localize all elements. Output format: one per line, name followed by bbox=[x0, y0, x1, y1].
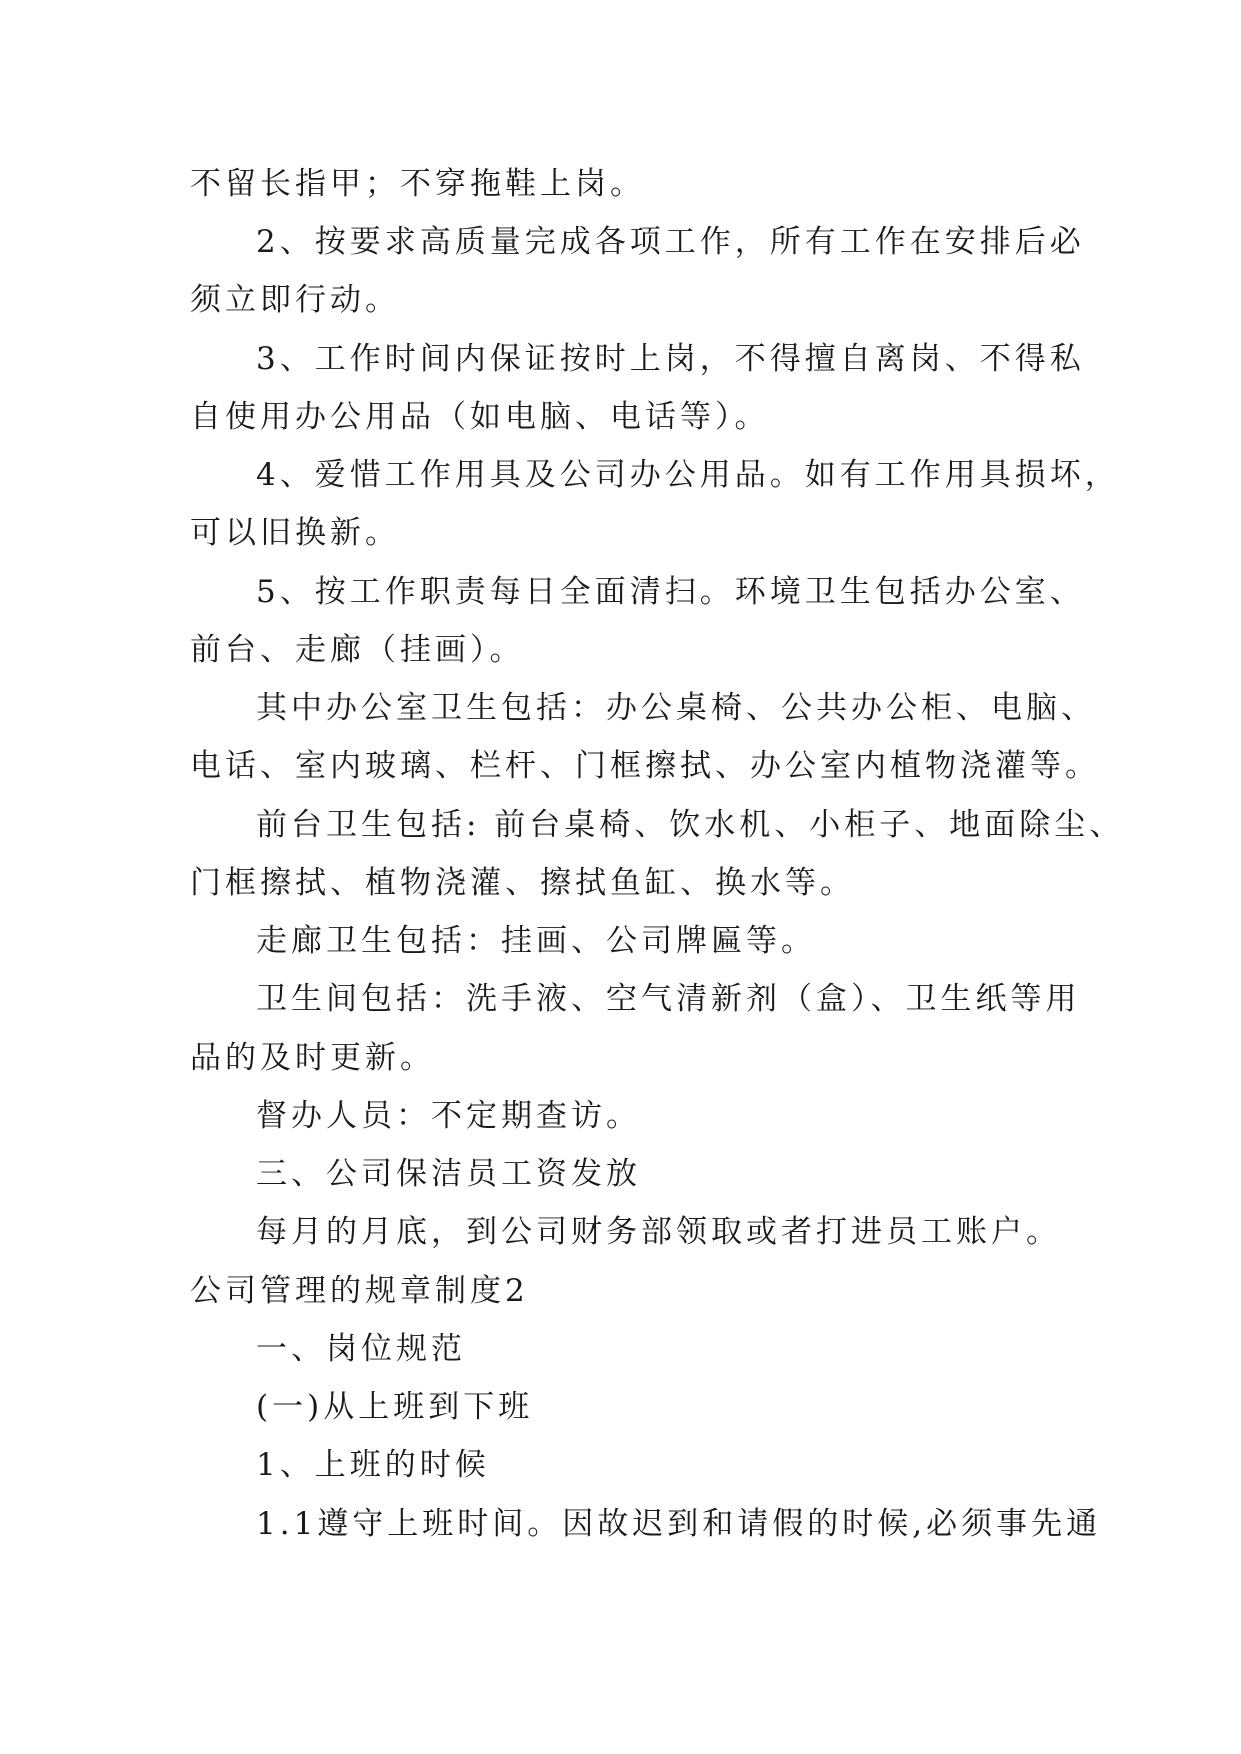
subsection-heading: (一)从上班到下班 bbox=[256, 1389, 534, 1425]
text-line: 每月的月底，到公司财务部领取或者打进员工账户。 bbox=[256, 1214, 1061, 1250]
text-line: 前台、走廊（挂画）。 bbox=[190, 632, 525, 668]
document-title: 公司管理的规章制度2 bbox=[190, 1273, 529, 1309]
text-line: 3、工作时间内保证按时上岗，不得擅自离岗、不得私 bbox=[256, 341, 1085, 377]
text-line: 2、按要求高质量完成各项工作，所有工作在安排后必 bbox=[256, 224, 1085, 260]
text-line: 5、按工作职责每日全面清扫。环境卫生包括办公室、 bbox=[256, 574, 1085, 610]
text-line: 不留长指甲；不穿拖鞋上岗。 bbox=[190, 166, 645, 202]
text-line: 走廊卫生包括：挂画、公司牌匾等。 bbox=[256, 923, 816, 959]
text-line: 1.1遵守上班时间。因故迟到和请假的时候,必须事先通 bbox=[256, 1506, 1102, 1542]
text-line: 督办人员：不定期查访。 bbox=[256, 1098, 641, 1134]
text-line: 卫生间包括：洗手液、空气清新剂（盒）、卫生纸等用 bbox=[256, 981, 1081, 1017]
text-line: 其中办公室卫生包括：办公桌椅、公共办公柜、电脑、 bbox=[256, 690, 1096, 726]
text-line: 品的及时更新。 bbox=[190, 1040, 435, 1076]
text-line: 门框擦拭、植物浇灌、擦拭鱼缸、换水等。 bbox=[190, 865, 855, 901]
text-line: 自使用办公用品（如电脑、电话等）。 bbox=[190, 399, 770, 435]
section-heading: 一、岗位规范 bbox=[256, 1331, 466, 1367]
subsection-heading: 1、上班的时候 bbox=[256, 1447, 490, 1483]
text-line: 须立即行动。 bbox=[190, 282, 400, 318]
text-line: 电话、室内玻璃、栏杆、门框擦拭、办公室内植物浇灌等。 bbox=[190, 748, 1100, 784]
section-heading: 三、公司保洁员工资发放 bbox=[256, 1156, 641, 1192]
text-line: 4、爱惜工作用具及公司办公用品。如有工作用具损坏， bbox=[256, 457, 1120, 493]
text-line: 可以旧换新。 bbox=[190, 515, 400, 551]
text-line: 前台卫生包括: 前台桌椅、饮水机、小柜子、地面除尘、 bbox=[256, 807, 1125, 843]
